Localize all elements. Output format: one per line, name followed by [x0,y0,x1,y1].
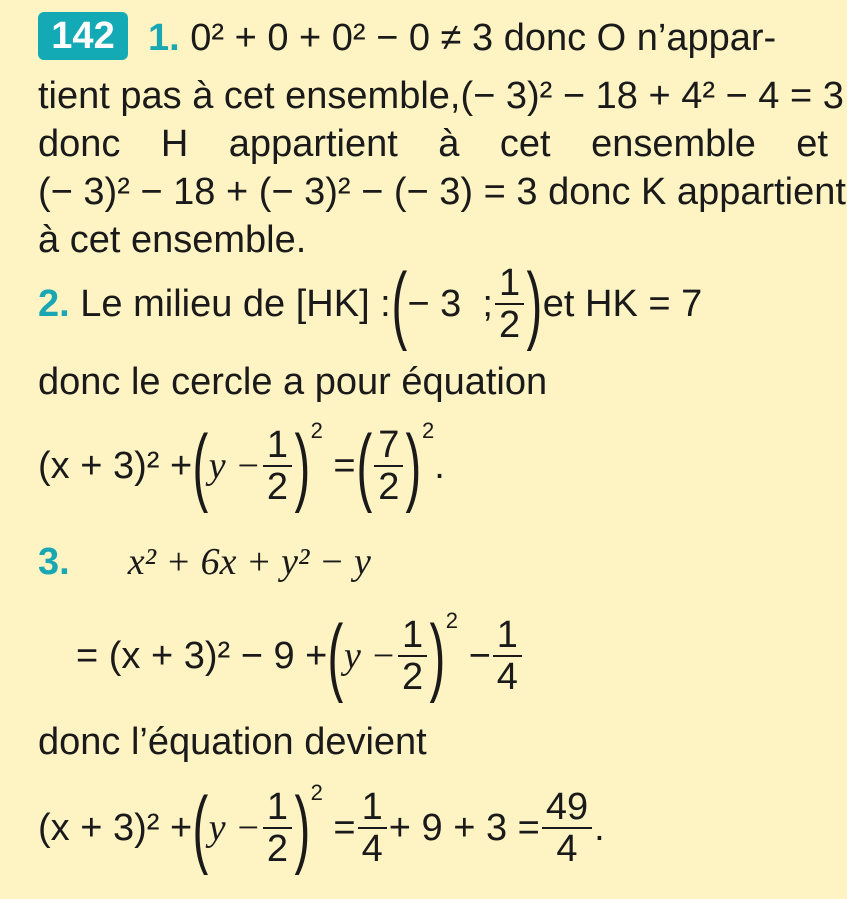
denominator: 2 [402,656,424,698]
exercise-number-badge: 142 [38,12,128,60]
coord-x: − 3 [407,282,462,325]
eq-y: y − [208,445,261,487]
part3-line3: donc l’équation devient [38,721,427,763]
left-paren: ( [192,418,209,514]
coord-separator: ; [482,282,493,325]
final-y-fraction [263,787,292,869]
numerator: 7 [374,425,403,467]
part1-line4: (− 3)² − 18 + (− 3)² − (− 3) = 3 donc K appartient [38,171,846,213]
period: . [594,806,605,849]
numerator: 49 [542,787,592,829]
word: donc [38,123,121,165]
part1-number: 1. [148,17,180,59]
word: et [796,123,828,165]
exponent: 2 [422,418,435,443]
numerator: 1 [398,615,427,657]
part3-number: 3. [38,540,70,583]
right-paren: ) [405,418,422,514]
expression: x² + 6x + y² − y [127,541,371,583]
exponent: 2 [445,608,459,633]
equals: = [333,444,356,487]
radius-fraction [374,425,403,507]
minus: − [468,634,491,677]
part2-line1 [38,258,702,350]
final-y: y − [208,807,261,849]
left-paren: ( [327,608,344,704]
left-paren: ( [192,780,209,876]
final-equation [38,780,605,876]
right-paren: ) [294,418,311,514]
final-middle: + 9 + 3 = [388,806,540,849]
part1-line3 [38,122,828,166]
equals: = [333,806,356,849]
word: cet [499,123,551,165]
part1-line2: tient pas à cet ensemble,(− 3)² − 18 + 4² − 4 = 3 [38,75,844,117]
part3-line2 [76,608,524,704]
denominator: 2 [266,828,288,870]
numerator: 1 [495,263,524,305]
expr2-left: = (x + 3)² − 9 + [76,634,328,677]
numerator: 1 [493,615,522,657]
expr2-y: y − [343,635,396,677]
final-left: (x + 3)² + [38,806,193,849]
part1-text-1: 0² + 0 + 0² − 0 ≠ 3 donc O n’appar- [190,17,777,59]
exponent: 2 [310,418,323,443]
period: . [434,444,445,487]
word: à [438,123,460,165]
part2-number: 2. [38,282,70,325]
word: appartient [228,123,398,165]
left-paren: ( [391,256,407,352]
denominator: 4 [496,656,518,698]
quarter-fraction [493,615,522,697]
denominator: 4 [361,828,383,870]
part2-line2: donc le cercle a pour équation [38,361,548,403]
final-fraction-1 [358,787,387,869]
right-paren: ) [526,256,543,352]
numerator: 1 [358,787,387,829]
exponent: 2 [310,780,323,805]
part1-line5: à cet ensemble. [38,219,307,261]
denominator: 2 [378,466,400,508]
eq-left: (x + 3)² + [38,444,193,487]
circle-equation [38,418,445,514]
denominator: 2 [498,304,521,346]
part3-line1 [38,538,371,586]
denominator: 2 [266,466,288,508]
coord-y-fraction [495,263,524,345]
eq-y-fraction [263,425,292,507]
left-paren: ( [356,418,372,514]
right-paren: ) [429,608,446,704]
part2-text-b: et HK = 7 [542,282,703,325]
numerator: 1 [263,425,292,467]
expr2-fraction [398,615,427,697]
word: ensemble [591,123,756,165]
word: H [160,123,189,165]
final-fraction-2 [542,787,592,869]
denominator: 4 [556,828,578,870]
part1-line1 [148,16,776,60]
part2-text: Le milieu de [HK] : [80,282,391,325]
right-paren: ) [294,780,311,876]
numerator: 1 [263,787,292,829]
